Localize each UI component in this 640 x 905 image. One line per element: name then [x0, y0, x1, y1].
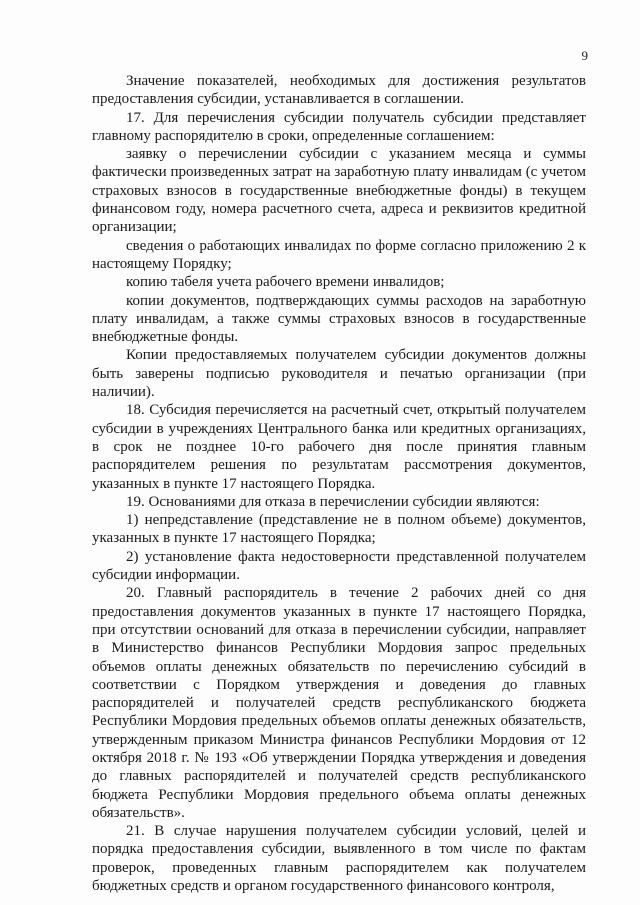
- paragraph-17-timesheet: копию табеля учета рабочего времени инвалидов;: [126, 274, 445, 291]
- paragraph-17-expense-copies: копии документов, подтверждающих суммы расходов на заработную плату инвалидам, а также суммы страховых взносов в государственные внебюджетные фонды.: [92, 292, 586, 346]
- paragraph-indicator-values: Значение показателей, необходимых для достижения результатов предоставления субсидии, устанавливается в соглашении.: [92, 73, 586, 108]
- paragraph-17-disabled-info: сведения о работающих инвалидах по форме согласно приложению 2 к настоящему Порядку;: [92, 237, 586, 272]
- paragraph-18: 18. Субсидия перечисляется на расчетный счет, открытый получателем субсидии в учреждениях Центрального банка или кредитных организациях, в срок не позднее 10-го рабочего дня после принятия главным распорядителем решения по результатам рассмотрения документов, указанных в пункте 17 настоящего Порядка.: [92, 402, 586, 492]
- paragraph-21: 21. В случае нарушения получателем субсидии условий, целей и порядка предоставления субсидии, выявленного в том числе по фактам проверок, проведенных главным распорядителем как получателем бюджетных средств и органом государственного финансового контроля,: [92, 823, 586, 895]
- paragraph-19-item-2: 2) установление факта недостоверности представленной получателем субсидии информации.: [92, 548, 586, 584]
- document-body: [92, 72, 586, 895]
- paragraph-19: 19. Основаниями для отказа в перечислении субсидии являются:: [126, 493, 540, 510]
- paragraph-20: 20. Главный распорядитель в течение 2 рабочих дней со дня предоставления документов указанных в пункте 17 настоящего Порядка, при отсутствии оснований для отказа в перечислении субсидии, направляет в Министерство финансов Республики Мордовия запрос предельных объемов оплаты денежных обязательств по перечислению субсидий в соответствии с Порядком утверждения и доведения до главных распорядителей и получателей средств республиканского бюджета Республики Мордовия предельных объемов оплаты денежных обязательств, утвержденным приказом Министра финансов Республики Мордовия от 12 октября 2018 г. № 193 «Об утверждении Порядка утверждения и доведения до главных распорядителей и получателей средств республиканского бюджета Республики Мордовия предельного объема оплаты денежных обязательств».: [92, 585, 586, 821]
- paragraph-17: 17. Для перечисления субсидии получатель субсидии представляет главному распорядителю в сроки, определенные соглашением:: [92, 109, 586, 144]
- paragraph-17-certification: Копии предоставляемых получателем субсидии документов должны быть заверены подписью руководителя и печатью организации (при наличии).: [92, 347, 586, 401]
- paragraph-17-request: заявку о перечислении субсидии с указанием месяца и суммы фактически произведенных затрат на заработную плату инвалидам (с учетом страховых взносов в государственные внебюджетные фонды) в текущем финансовом году, номера расчетного счета, адреса и реквизитов кредитной организации;: [92, 146, 586, 236]
- paragraph-19-item-1: 1) непредставление (представление не в полном объеме) документов, указанных в пункте 17 настоящего Порядка;: [92, 512, 586, 547]
- page-number: 9: [581, 48, 588, 63]
